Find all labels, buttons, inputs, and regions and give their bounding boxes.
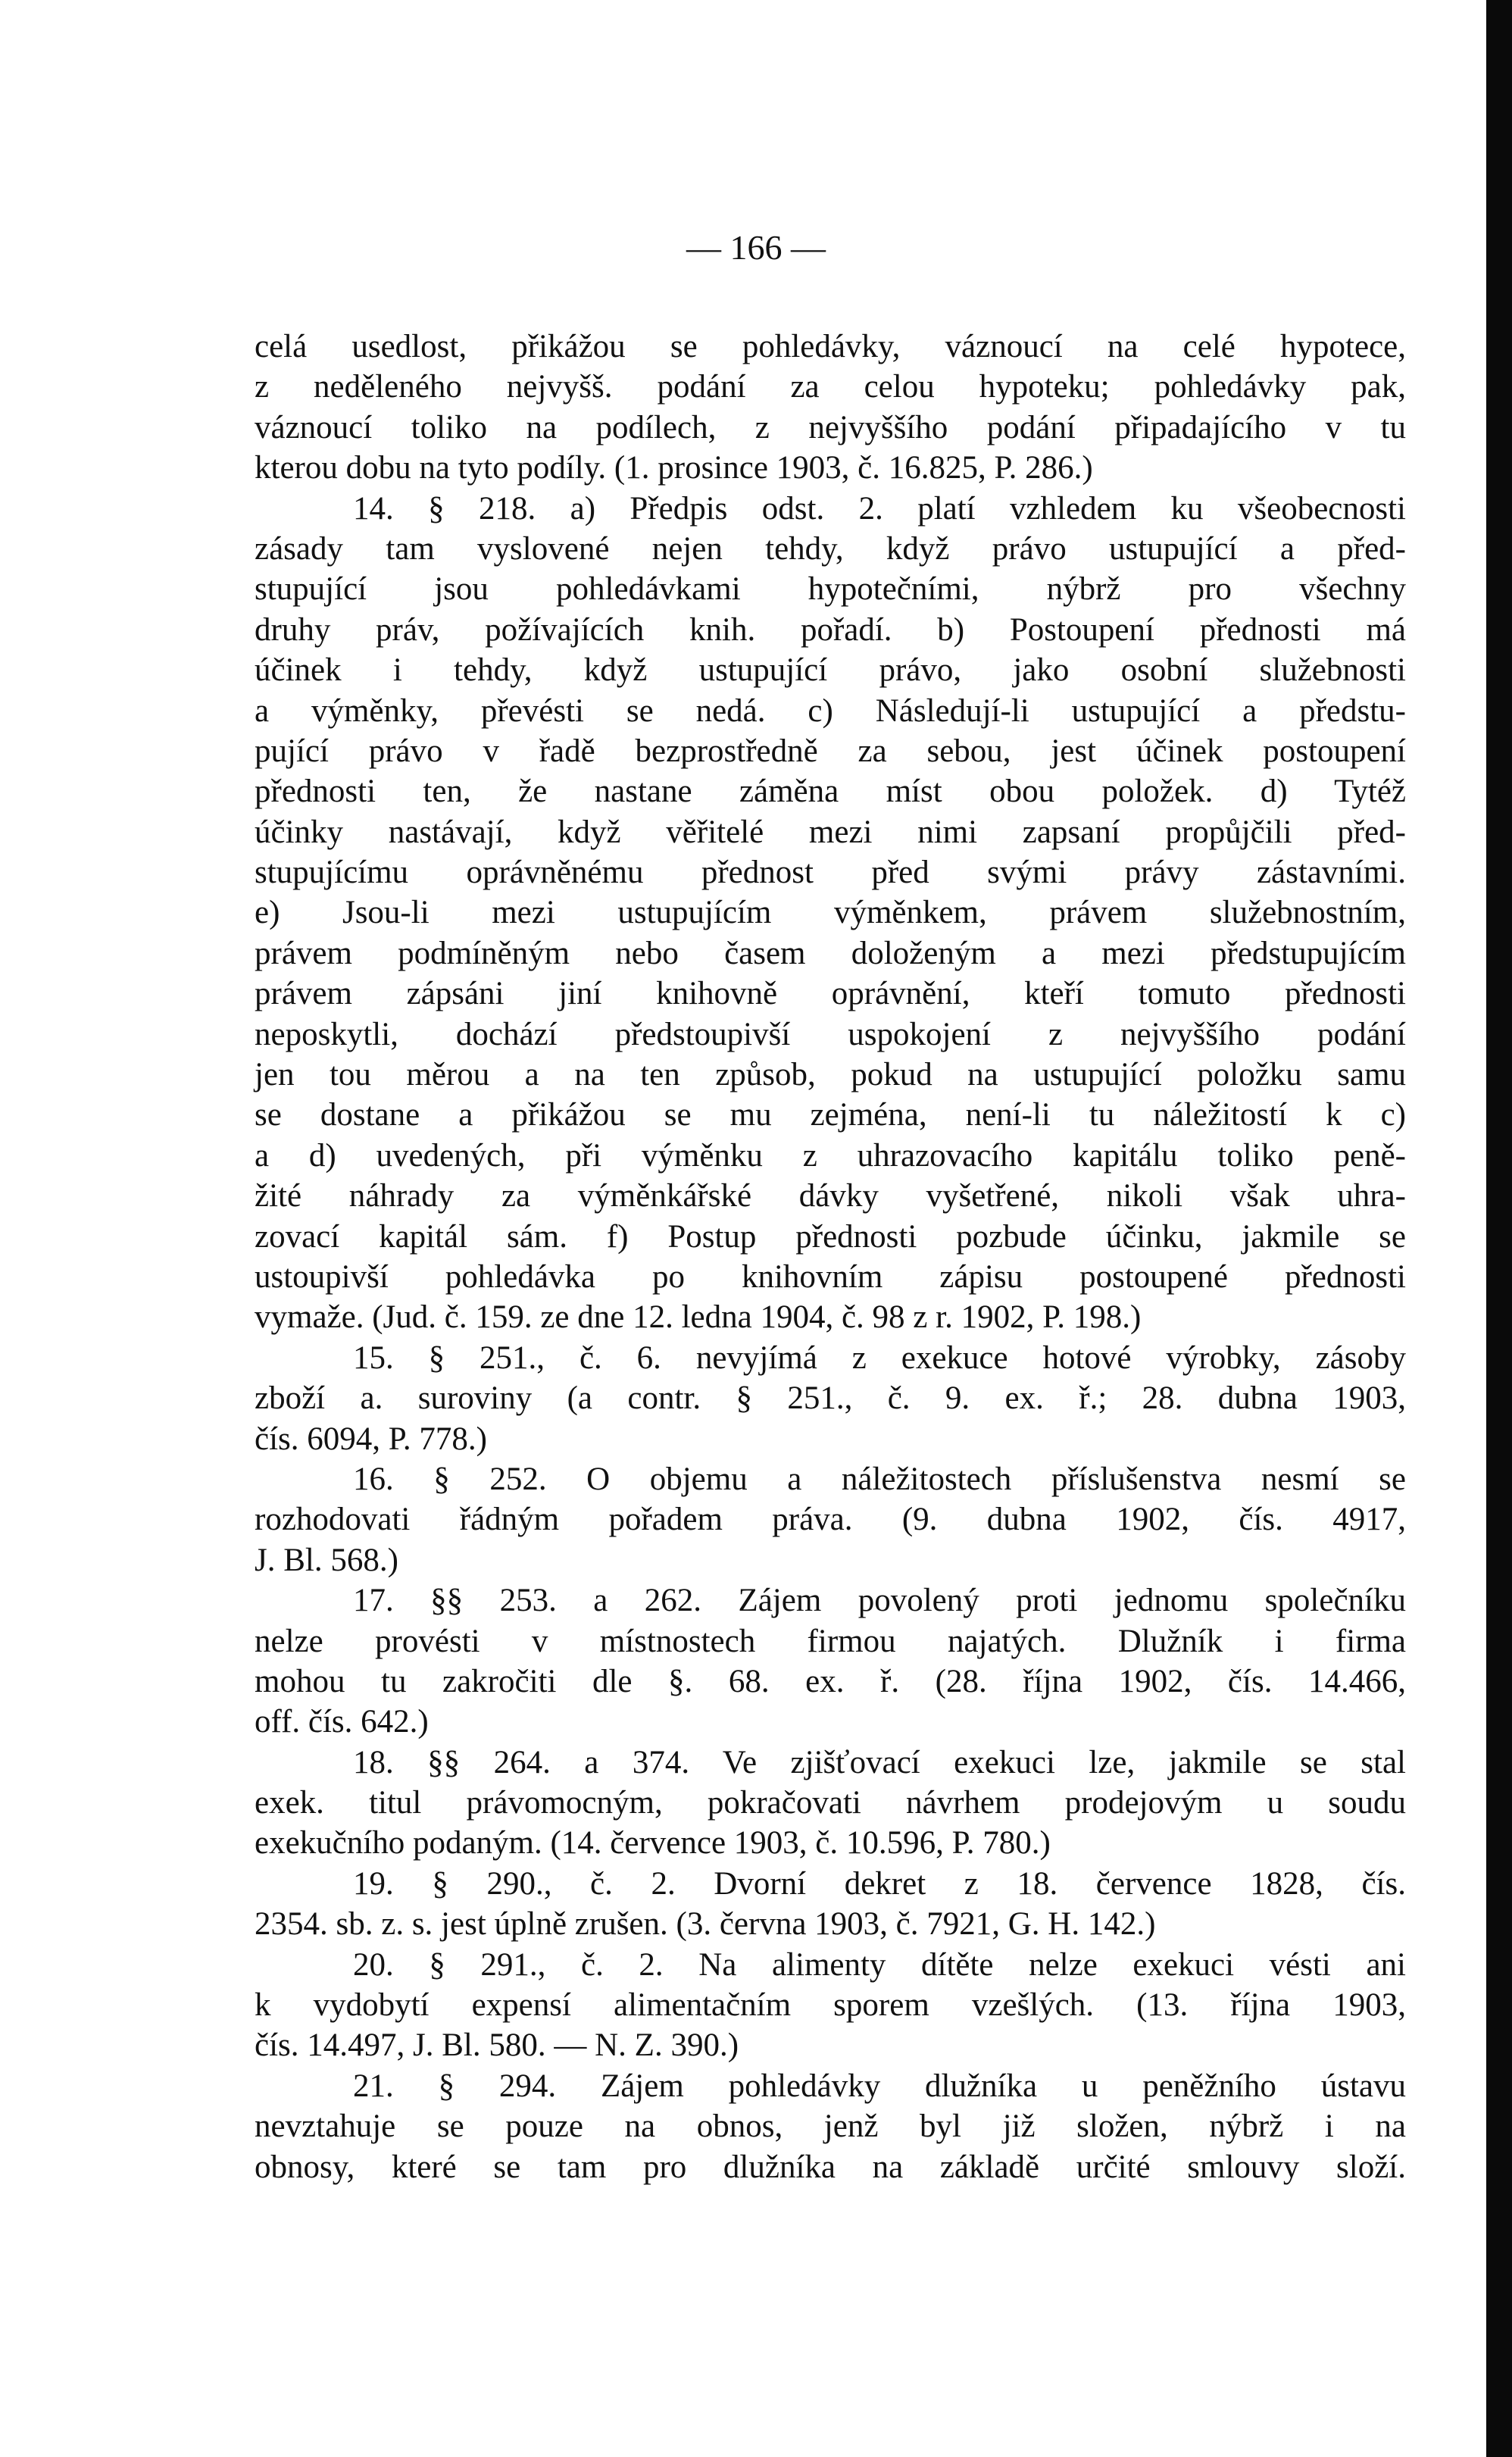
scan-edge-border: [1486, 0, 1512, 2457]
text-line: 16. § 252. O objemu a náležitostech příslušenstva nesmí se: [353, 1461, 1406, 1497]
text-line: 18. §§ 264. a 374. Ve zjišťovací exekuci lze, jakmile se stal: [353, 1744, 1406, 1780]
text-line: 14. § 218. a) Předpis odst. 2. platí vzhledem ku všeobecnosti: [353, 490, 1406, 527]
text-line: 21. § 294. Zájem pohledávky dlužníka u peněžního ústavu: [353, 2068, 1406, 2104]
text-line: celá usedlost, přikážou se pohledávky, váznoucí na celé hypotece,: [255, 329, 1406, 364]
text-line: přednosti ten, že nastane záměna míst obou položek. d) Tytéž: [255, 774, 1406, 810]
text-line: stupující jsou pohledávkami hypotečními, nýbrž pro všechny: [255, 571, 1406, 608]
text-line: jen tou měrou a na ten způsob, pokud na ustupující položku samu: [255, 1057, 1406, 1093]
text-line: rozhodovati řádným pořadem práva. (9. dubna 1902, čís. 4917,: [255, 1502, 1406, 1538]
text-line: účinky nastávají, když věřitelé mezi nimi zapsaní propůjčili před-: [255, 814, 1406, 850]
text-line: 15. § 251., č. 6. nevyjímá z exekuce hotové výrobky, zásoby: [353, 1339, 1406, 1376]
text-line: exekučního podaným. (14. července 1903, č. 10.596, P. 780.): [255, 1825, 1051, 1862]
text-line: 2354. sb. z. s. jest úplně zrušen. (3. června 1903, č. 7921, G. H. 142.): [255, 1906, 1156, 1943]
text-line: žité náhrady za výměnkářské dávky vyšetřené, nikoli však uhra-: [255, 1178, 1406, 1214]
text-line: exek. titul právomocným, pokračovati návrhem prodejovým u soudu: [255, 1785, 1406, 1821]
text-line: a výměnky, převésti se nedá. c) Následují-li ustupující a předstu-: [255, 692, 1406, 729]
text-line: zboží a. suroviny (a contr. § 251., č. 9. ex. ř.; 28. dubna 1903,: [255, 1380, 1406, 1417]
text-line: ustoupivší pohledávka po knihovním zápisu postoupené přednosti: [255, 1258, 1406, 1295]
text-line: k vydobytí expensí alimentačním sporem vzešlých. (13. října 1903,: [255, 1987, 1406, 2024]
text-line: druhy práv, požívajících knih. pořadí. b) Postoupení přednosti má: [255, 611, 1406, 648]
text-line: čís. 14.497, J. Bl. 580. — N. Z. 390.): [255, 2027, 739, 2064]
text-line: 19. § 290., č. 2. Dvorní dekret z 18. července 1828, čís.: [353, 1865, 1406, 1902]
text-line: čís. 6094, P. 778.): [255, 1421, 487, 1457]
text-line: neposkytli, dochází předstoupivší uspokojení z nejvyššího podání: [255, 1016, 1406, 1052]
text-line: kterou dobu na tyto podíly. (1. prosince 1903, č. 16.825, P. 286.): [255, 450, 1093, 486]
text-line: off. čís. 642.): [255, 1704, 429, 1740]
text-line: z neděleného nejvyšš. podání za celou hypoteku; pohledávky pak,: [255, 369, 1406, 405]
text-line: nevztahuje se pouze na obnos, jenž byl již složen, nýbrž i na: [255, 2108, 1406, 2145]
text-line: zásady tam vyslovené nejen tehdy, když právo ustupující a před-: [255, 530, 1406, 567]
text-line: vymaže. (Jud. č. 159. ze dne 12. ledna 1904, č. 98 z r. 1902, P. 198.): [255, 1299, 1142, 1336]
text-line: mohou tu zakročiti dle §. 68. ex. ř. (28. října 1902, čís. 14.466,: [255, 1663, 1406, 1699]
text-line: a d) uvedených, při výměnku z uhrazovacího kapitálu toliko peně-: [255, 1137, 1406, 1174]
text-line: právem zápsáni jiní knihovně oprávnění, kteří tomuto přednosti: [255, 976, 1406, 1012]
text-line: právem podmíněným nebo časem doloženým a mezi předstupujícím: [255, 935, 1406, 971]
text-line: zovací kapitál sám. f) Postup přednosti pozbude účinku, jakmile se: [255, 1218, 1406, 1255]
text-line: váznoucí toliko na podílech, z nejvyššího podání připadajícího v tu: [255, 409, 1406, 445]
text-line: 20. § 291., č. 2. Na alimenty dítěte nelze exekuci vésti ani: [353, 1946, 1406, 1983]
text-line: 17. §§ 253. a 262. Zájem povolený proti jednomu společníku: [353, 1583, 1406, 1619]
text-line: stupujícímu oprávněnému přednost před svými právy zástavními.: [255, 855, 1406, 891]
page-number: — 166 —: [686, 228, 826, 267]
body-text: [255, 327, 1406, 2187]
text-line: nelze provésti v místnostech firmou najatých. Dlužník i firma: [255, 1623, 1406, 1659]
text-line: obnosy, které se tam pro dlužníka na základě určité smlouvy složí.: [255, 2149, 1406, 2185]
text-line: pující právo v řadě bezprostředně za sebou, jest účinek postoupení: [255, 733, 1406, 769]
text-line: e) Jsou-li mezi ustupujícím výměnkem, právem služebnostním,: [255, 895, 1406, 931]
text-line: účinek i tehdy, když ustupující právo, jako osobní služebnosti: [255, 652, 1406, 689]
text-line: se dostane a přikážou se mu zejména, není-li tu náležitostí k c): [255, 1097, 1406, 1133]
text-line: J. Bl. 568.): [255, 1542, 398, 1578]
